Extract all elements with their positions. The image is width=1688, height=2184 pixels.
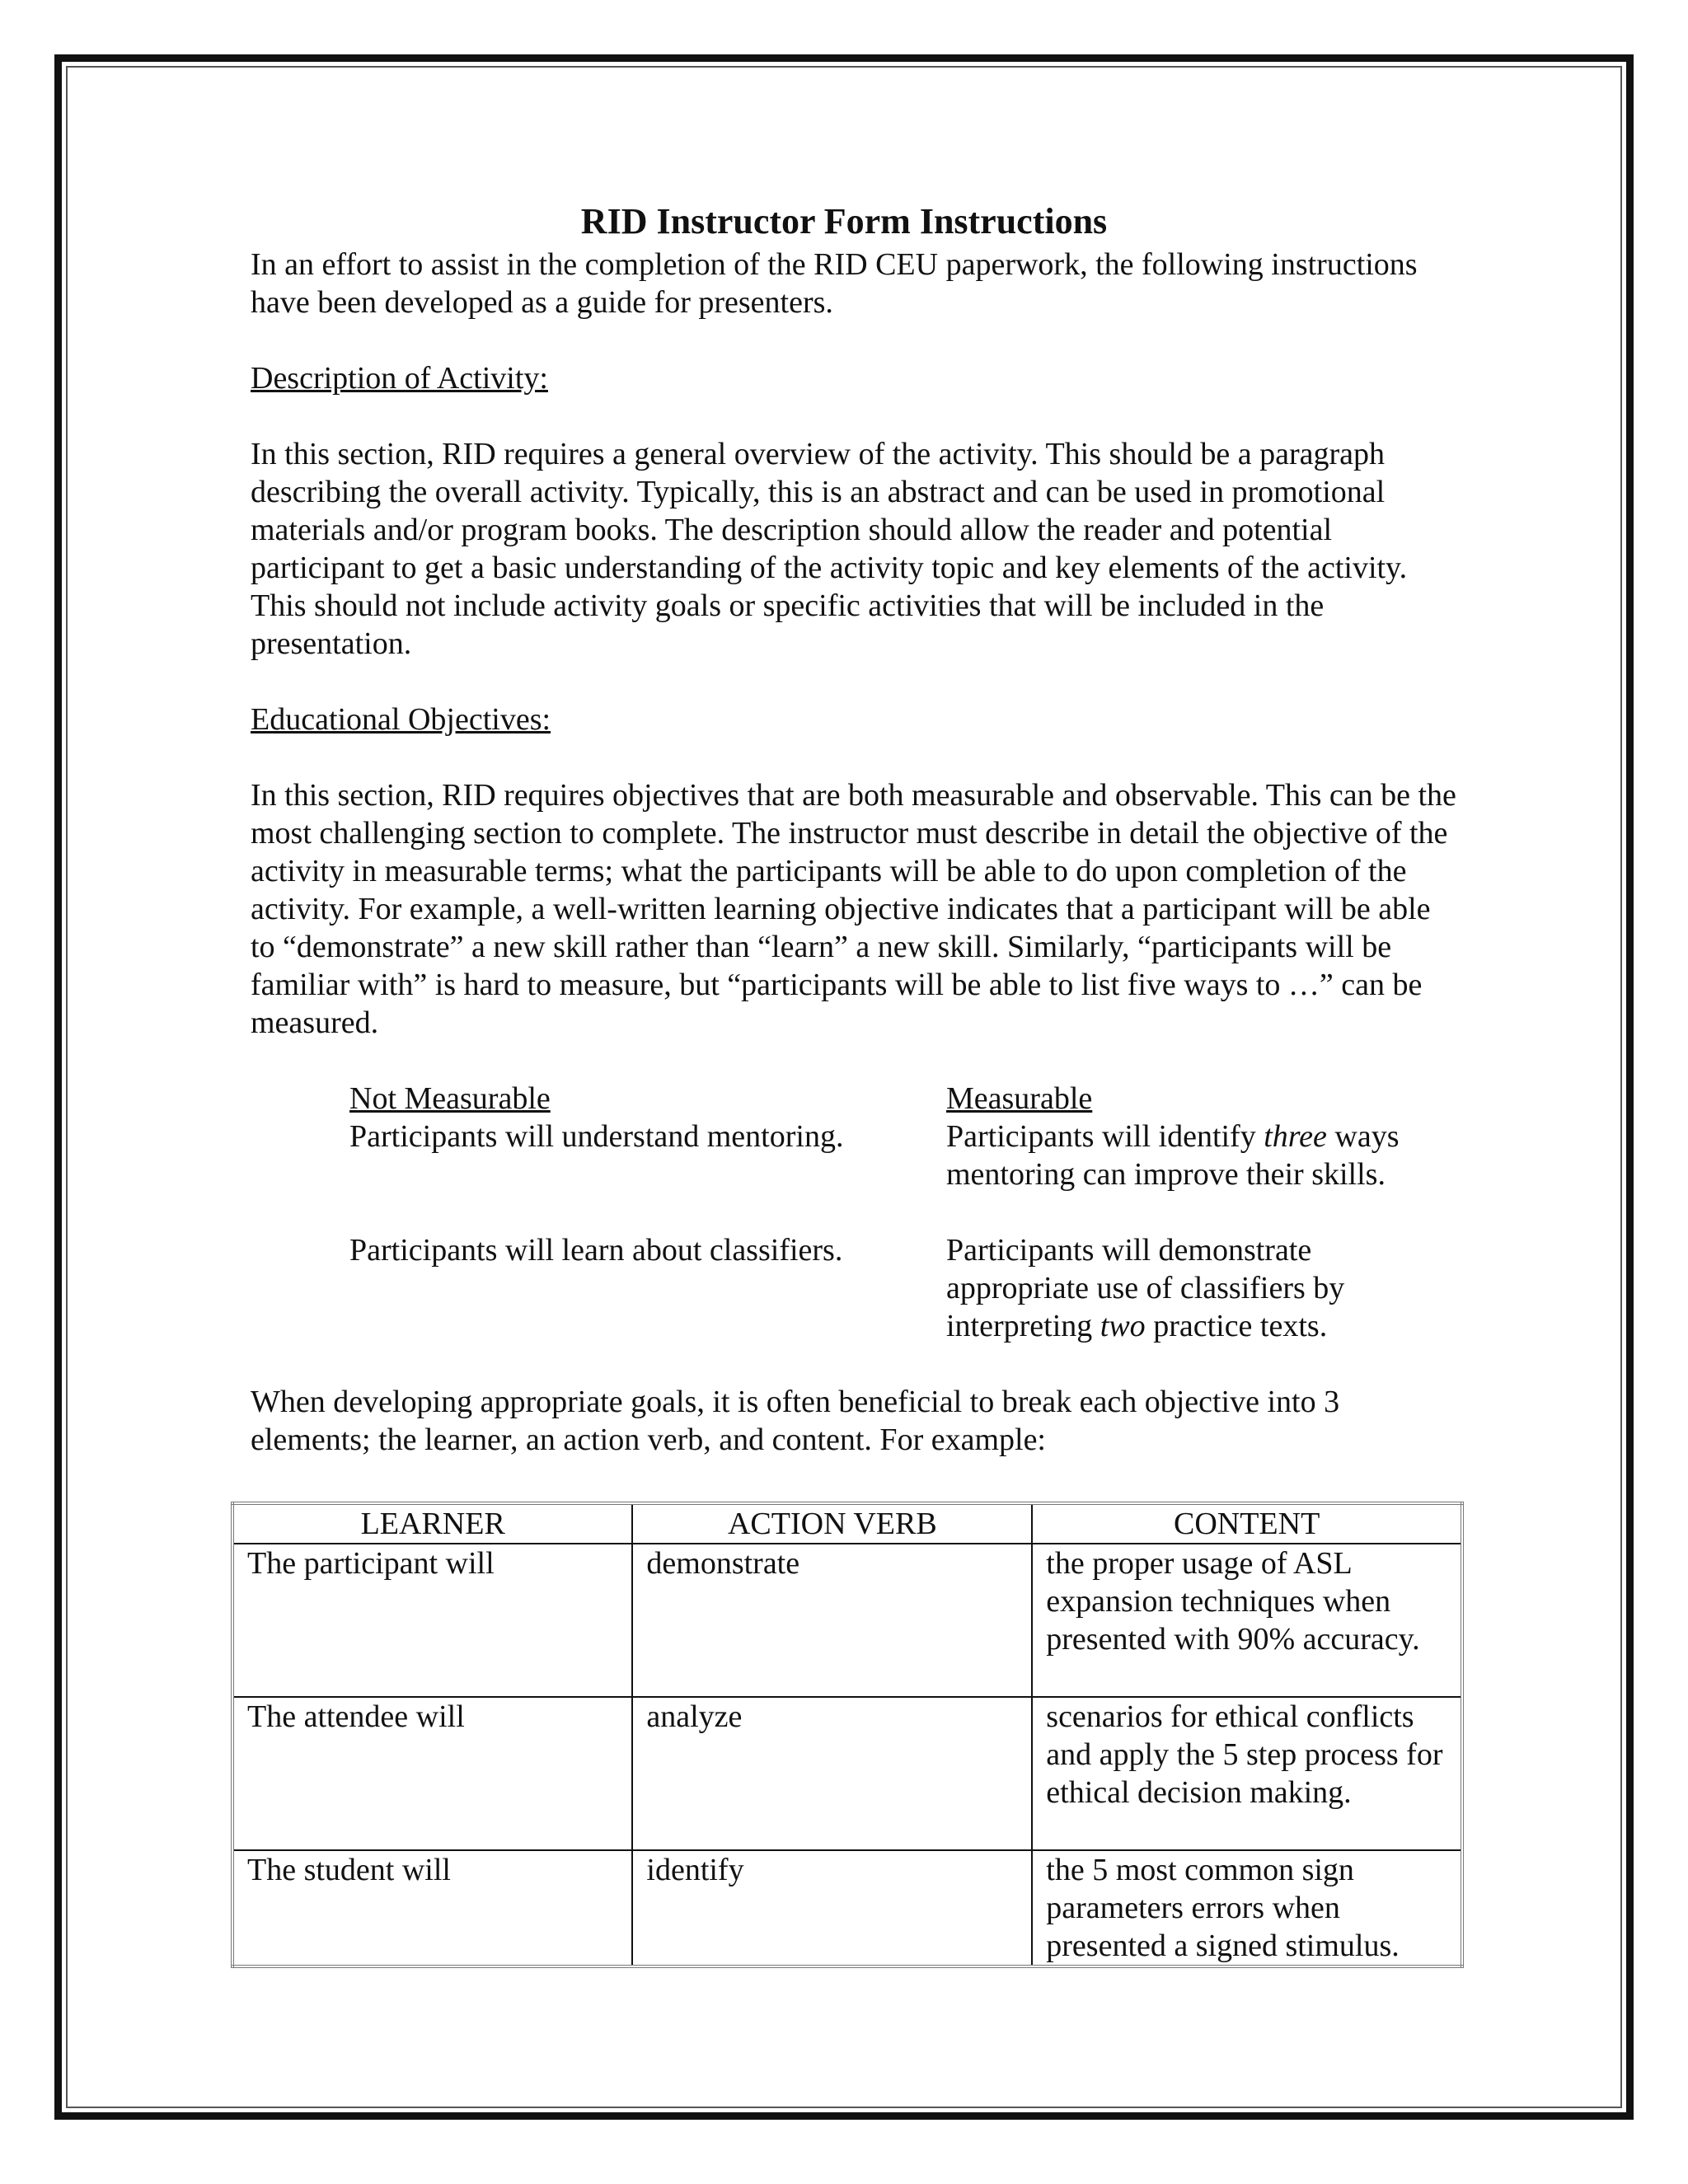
not-measurable-example: Participants will understand mentoring.	[349, 1119, 844, 1154]
page-title: RID Instructor Form Instructions	[580, 201, 1108, 241]
learner-cell: The attendee will	[232, 1697, 632, 1850]
header-action-verb: ACTION VERB	[632, 1503, 1032, 1544]
not-measurable-header: Not Measurable	[349, 1081, 551, 1116]
header-content: CONTENT	[1032, 1503, 1462, 1544]
measurable-example: Participants will identify three ways mentoring can improve their skills.	[946, 1119, 1400, 1192]
not-measurable-example: Participants will learn about classifiers.	[349, 1233, 843, 1268]
content-cell: the 5 most common sign parameters errors when presented a signed stimulus.	[1032, 1850, 1462, 1966]
verb-cell: identify	[632, 1850, 1032, 1966]
description-paragraph: In this section, RID requires a general overview of the activity. This should be a paragraph describing the overall activity. Typically, this is an abstract and can be used in promotional materials and/or program books. The description should allow the reader and potential participant to get a basic understanding of the activity topic and key elements of the activity. This should not include activity goals or specific activities that will be included in the presentation.	[251, 437, 1408, 661]
intro-paragraph: In an effort to assist in the completion of the RID CEU paperwork, the following instructions have been developed as a guide for presenters.	[251, 247, 1418, 320]
measurable-example: Participants will demonstrate appropriate use of classifiers by interpreting two practice texts.	[946, 1233, 1345, 1343]
table-header-row	[232, 1503, 1462, 1544]
document-body	[251, 198, 1462, 1459]
objective-elements-table	[231, 1502, 1464, 1968]
goals-paragraph: When developing appropriate goals, it is often beneficial to break each objective into 3 elements; the learner, an action verb, and content. For example:	[251, 1385, 1340, 1457]
objectives-heading: Educational Objectives:	[251, 702, 551, 737]
table-row	[232, 1850, 1462, 1966]
measurable-header: Measurable	[946, 1081, 1093, 1116]
verb-cell: demonstrate	[632, 1544, 1032, 1697]
table-row	[232, 1697, 1462, 1850]
verb-cell: analyze	[632, 1697, 1032, 1850]
header-learner: LEARNER	[232, 1503, 632, 1544]
description-heading: Description of Activity:	[251, 361, 548, 396]
content-cell: the proper usage of ASL expansion techniques when presented with 90% accuracy.	[1032, 1544, 1462, 1697]
content-cell: scenarios for ethical conflicts and apply the 5 step process for ethical decision making.	[1032, 1697, 1462, 1850]
objectives-paragraph: In this section, RID requires objectives that are both measurable and observable. This can be the most challenging section to complete. The instructor must describe in detail the objective of the activity in measurable terms; what the participants will be able to do upon completion of the activity. For example, a well-written learning objective indicates that a participant will be able to “demonstrate” a new skill rather than “learn” a new skill. Similarly, “participants will be familiar with” is hard to measure, but “participants will be able to list five ways to …” can be measured.	[251, 778, 1456, 1040]
learner-cell: The participant will	[232, 1544, 632, 1697]
measurable-comparison	[349, 1080, 1462, 1345]
table-row	[232, 1544, 1462, 1697]
learner-cell: The student will	[232, 1850, 632, 1966]
